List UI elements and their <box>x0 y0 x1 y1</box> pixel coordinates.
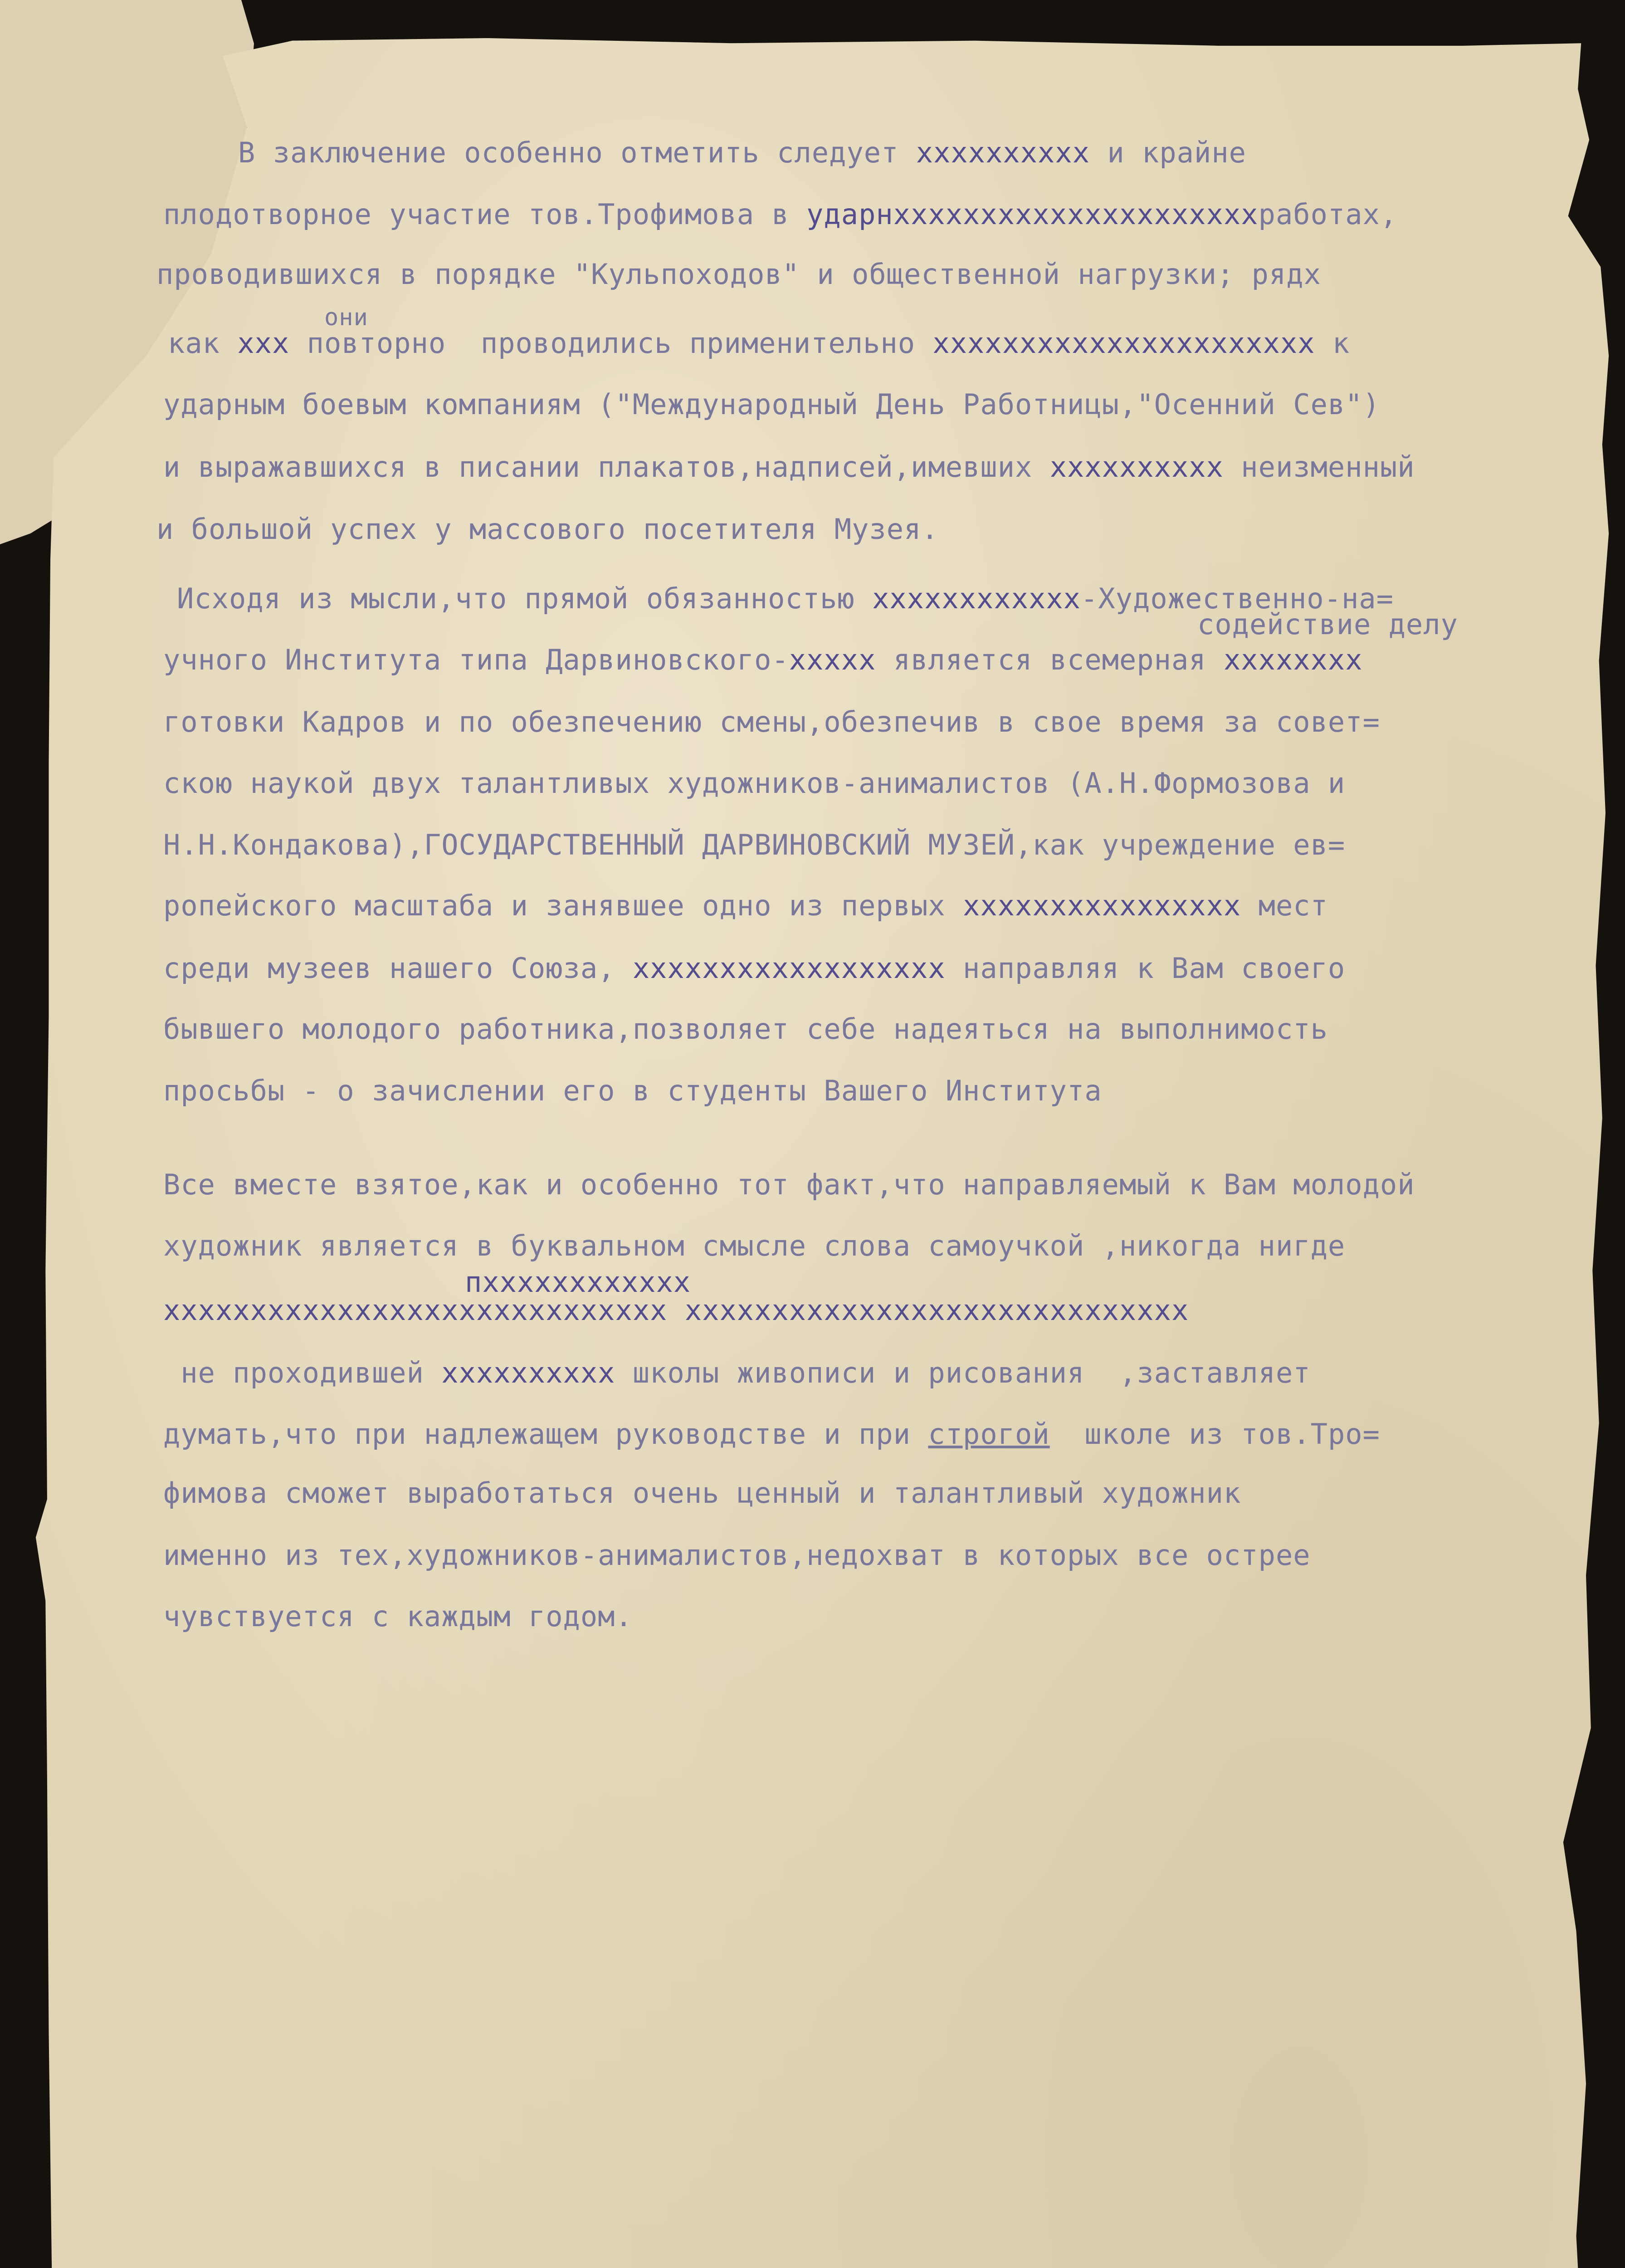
typed-strikeout: ххххххххххххххххххххххххххххх ххххххххххххххххххххххххххххх <box>163 1294 1189 1327</box>
typed-text: думать,что при надлежащем руководстве и при <box>163 1418 928 1451</box>
text-line <box>163 767 1345 800</box>
typed-text: художник является в буквальном смысле слова самоучкой ,никогда нигде <box>163 1229 1346 1262</box>
typed-text: неизменный <box>1223 450 1415 484</box>
typed-text: школе из тов.Тро= <box>1049 1418 1380 1451</box>
typed-strikeout: хххххххххххххххххх <box>632 952 946 985</box>
text-line <box>163 952 1345 985</box>
typed-text: просьбы - о зачислении его в студенты Вашего Института <box>163 1074 1102 1107</box>
interlinear-insert <box>1197 608 1458 641</box>
text-line <box>163 889 1328 922</box>
typed-text: как <box>168 327 238 360</box>
typed-text: скою наукой двух талантливых художников-анималистов (А.Н.Формозова и <box>163 767 1346 800</box>
typed-text: является всемерная <box>876 643 1224 676</box>
text-line <box>163 198 1397 231</box>
typed-text: Исходя из мысли,что прямой обязанностью <box>177 582 873 615</box>
text-line <box>163 1229 1345 1262</box>
typed-text: не проходившей <box>163 1356 442 1389</box>
typed-text: мест <box>1241 889 1328 922</box>
text-line <box>163 643 1363 676</box>
typed-text: и крайне <box>1090 136 1246 169</box>
text-line <box>163 705 1380 738</box>
typed-text: к <box>1315 327 1350 360</box>
typed-text: и большой успех у массового посетителя Музея. <box>156 513 939 546</box>
typed-strikeout: хххххххх <box>1223 643 1363 676</box>
typed-text: готовки Кадров и по обезпечению смены,обезпечив в свое время за совет= <box>163 705 1380 738</box>
typed-strikeout: хххххххххххххххх <box>963 889 1241 922</box>
typed-text: работах, <box>1258 198 1398 231</box>
typed-text: и выражавшихся в писании плакатов,надписей,имевших <box>163 450 1050 484</box>
typed-strikeout: ударнххххххххххххххххххххх <box>806 198 1259 231</box>
typed-text: строгой <box>928 1418 1050 1451</box>
typed-text: -Художественно-на= <box>1081 582 1394 615</box>
typed-text: Все вместе взятое,как и особенно тот факт,что направляемый к Вам молодой <box>163 1168 1415 1201</box>
text-line <box>163 1294 1189 1327</box>
typed-text: повторно проводились применительно <box>289 327 933 360</box>
text-line <box>163 1356 1311 1389</box>
typed-text: среди музеев нашего Союза, <box>163 952 633 985</box>
text-line <box>163 1012 1328 1046</box>
typed-text: ропейского масштаба и занявшее одно из первых <box>163 889 963 922</box>
typed-text: фимова сможет выработаться очень ценный и талантливый художник <box>163 1476 1241 1510</box>
typed-strikeout: ххх <box>237 327 290 360</box>
text-line <box>163 828 1345 861</box>
typed-text: они <box>324 304 368 331</box>
typed-text: бывшего молодого работника,позволяет себе надеяться на выполнимость <box>163 1012 1328 1046</box>
typed-strikeout: пхххххххххххх <box>465 1266 691 1299</box>
typed-strikeout: хххххххххххх <box>872 582 1081 615</box>
text-line <box>238 136 1246 169</box>
typed-text: ударным боевым компаниям ("Международный День Работницы,"Осенний Сев") <box>163 388 1380 421</box>
text-line <box>163 1418 1380 1451</box>
typed-text: содействие делу <box>1197 608 1458 641</box>
text-line <box>156 513 939 546</box>
text-line <box>168 327 1350 360</box>
typed-text: Н.Н.Кондакова),ГОСУДАРСТВЕННЫЙ ДАРВИНОВСКИЙ МУЗЕЙ,как учреждение ев= <box>163 828 1346 861</box>
typed-text: В заключение особенно отметить следует <box>238 136 916 169</box>
text-line <box>163 1074 1102 1107</box>
text-line <box>163 388 1380 421</box>
text-line <box>163 1600 633 1633</box>
typed-text: чувствуется с каждым годом. <box>163 1600 633 1633</box>
text-line <box>163 1539 1311 1572</box>
typed-text: именно из тех,художников-анималистов,недохват в которых все острее <box>163 1539 1311 1572</box>
typed-strikeout: хххххххххх <box>1049 450 1224 484</box>
text-line <box>163 450 1415 484</box>
typed-strikeout: хххххххххх <box>441 1356 615 1389</box>
typed-text: школы живописи и рисования ,заставляет <box>615 1356 1311 1389</box>
typed-text: плодотворное участие тов.Трофимова в <box>163 198 807 231</box>
typed-strikeout: хххххххххх <box>916 136 1090 169</box>
text-line <box>163 1476 1241 1510</box>
typed-strikeout: хххххххххххххххххххххх <box>932 327 1315 360</box>
typed-text: проводившихся в порядке "Кульпоходов" и общественной нагрузки; рядх <box>156 258 1321 291</box>
typed-text: направляя к Вам своего <box>945 952 1346 985</box>
text-line <box>163 1168 1415 1201</box>
text-line <box>156 258 1321 291</box>
typed-strikeout: ххххх <box>789 643 876 676</box>
typed-text: учного Института типа Дарвиновского- <box>163 643 789 676</box>
